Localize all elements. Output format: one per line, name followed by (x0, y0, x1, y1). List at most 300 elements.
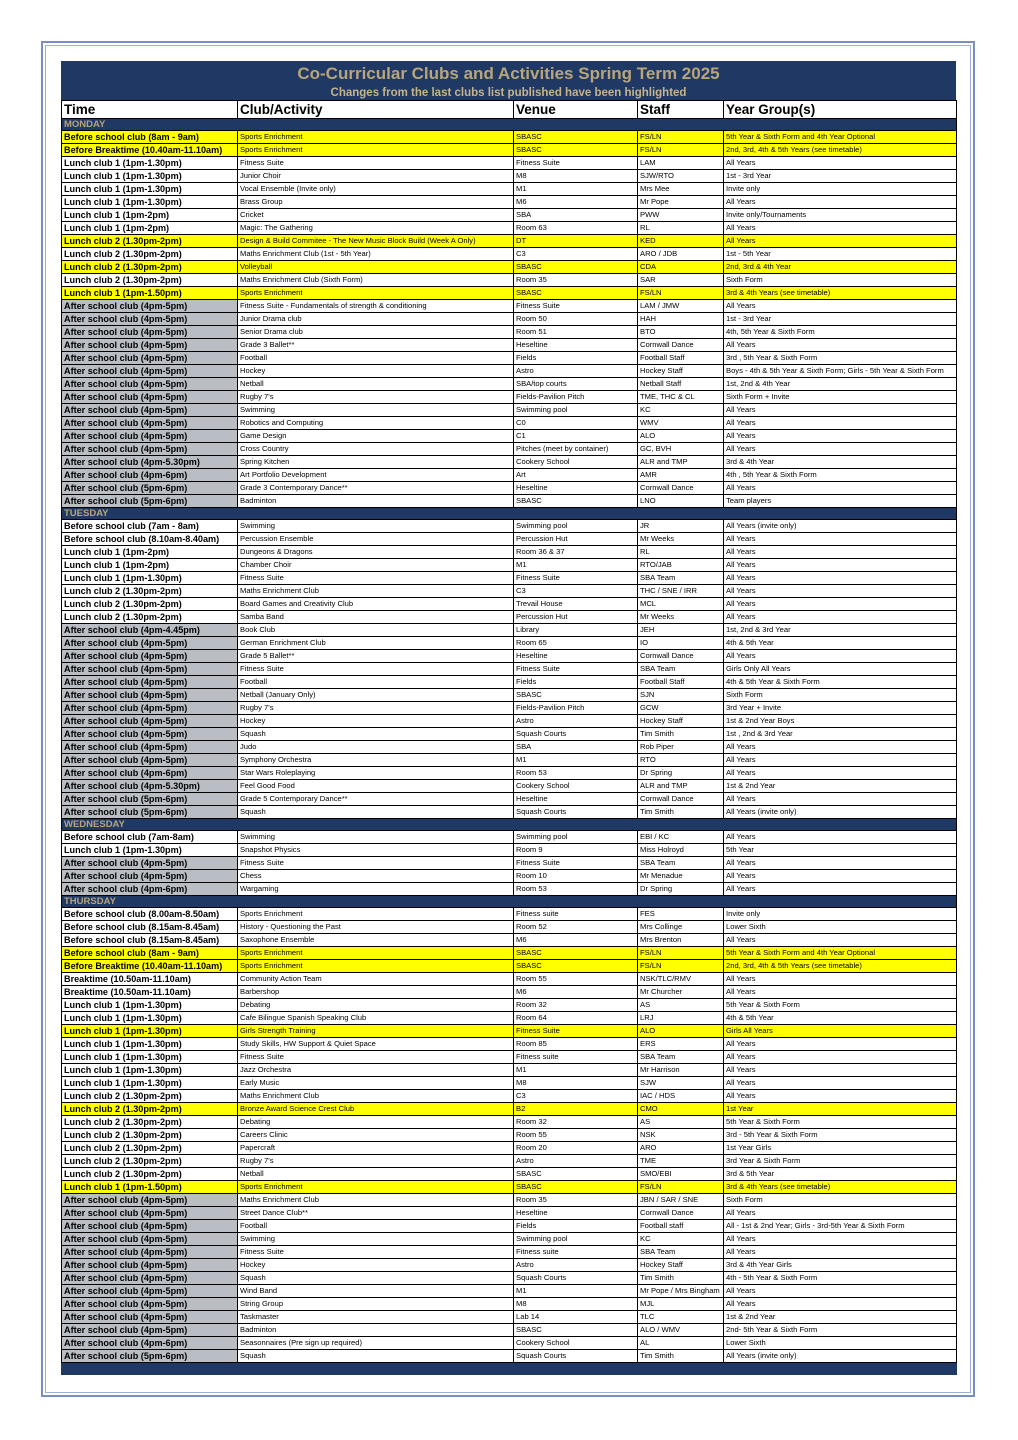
cell-club: Debating (238, 1116, 514, 1129)
cell-time: After school club (4pm-5pm) (62, 339, 238, 352)
cell-years: 1st & 2nd Year (724, 780, 957, 793)
cell-years: All Years (724, 1233, 957, 1246)
cell-club: Robotics and Computing (238, 417, 514, 430)
table-row (62, 287, 957, 300)
cell-staff: ALO (638, 1025, 724, 1038)
cell-club: Fitness Suite (238, 663, 514, 676)
cell-venue: SBASC (514, 144, 638, 157)
cell-staff: HAH (638, 313, 724, 326)
table-row (62, 572, 957, 585)
cell-years: All Years (724, 598, 957, 611)
cell-time: After school club (4pm-5pm) (62, 1220, 238, 1233)
cell-venue: Fitness suite (514, 1051, 638, 1064)
cell-years: 4th & 5th Year (724, 637, 957, 650)
cell-years: All Years (724, 870, 957, 883)
cell-venue: Swimming pool (514, 831, 638, 844)
cell-staff: SBA Team (638, 857, 724, 870)
cell-venue: Heseltine (514, 1207, 638, 1220)
cell-time: After school club (4pm-5pm) (62, 754, 238, 767)
cell-years: Team players (724, 495, 957, 508)
cell-venue: Room 85 (514, 1038, 638, 1051)
cell-venue: M6 (514, 934, 638, 947)
cell-staff: Mr Weeks (638, 533, 724, 546)
cell-club: Maths Enrichment Club (1st - 5th Year) (238, 248, 514, 261)
cell-years: Lower Sixth (724, 1337, 957, 1350)
cell-venue: Astro (514, 1259, 638, 1272)
cell-club: Maths Enrichment Club (238, 1194, 514, 1207)
cell-club: Book Club (238, 624, 514, 637)
table-row (62, 986, 957, 999)
table-row (62, 844, 957, 857)
table-row (62, 637, 957, 650)
cell-club: German Enrichment Club (238, 637, 514, 650)
cell-time: Breaktime (10.50am-11.10am) (62, 986, 238, 999)
cell-time: After school club (4pm-5pm) (62, 365, 238, 378)
cell-club: Dungeons & Dragons (238, 546, 514, 559)
cell-staff: AL (638, 1337, 724, 1350)
cell-venue: SBASC (514, 1168, 638, 1181)
cell-time: After school club (4pm-5pm) (62, 663, 238, 676)
table-row (62, 1064, 957, 1077)
cell-club: Sports Enrichment (238, 144, 514, 157)
cell-time: After school club (4pm-5pm) (62, 676, 238, 689)
header-time: Time (62, 101, 238, 119)
cell-venue: Room 64 (514, 1012, 638, 1025)
cell-years: 4th , 5th Year & Sixth Form (724, 469, 957, 482)
cell-time: Lunch club 2 (1.30pm-2pm) (62, 274, 238, 287)
cell-time: After school club (4pm-5pm) (62, 637, 238, 650)
table-row (62, 183, 957, 196)
table-row (62, 1129, 957, 1142)
cell-venue: Room 50 (514, 313, 638, 326)
table-row (62, 1259, 957, 1272)
cell-staff: ARO / JDB (638, 248, 724, 261)
table-row (62, 1285, 957, 1298)
cell-time: Before school club (8am - 9am) (62, 131, 238, 144)
cell-time: After school club (4pm-5pm) (62, 1285, 238, 1298)
cell-venue: Heseltine (514, 482, 638, 495)
cell-club: Badminton (238, 495, 514, 508)
cell-venue: SBASC (514, 947, 638, 960)
table-row (62, 611, 957, 624)
cell-venue: Room 35 (514, 274, 638, 287)
cell-venue: Cookery School (514, 456, 638, 469)
cell-club: Seasonnaires (Pre sign up required) (238, 1337, 514, 1350)
cell-time: Lunch club 1 (1pm-2pm) (62, 546, 238, 559)
cell-venue: Fitness Suite (514, 857, 638, 870)
cell-venue: Room 52 (514, 921, 638, 934)
cell-staff: FS/LN (638, 947, 724, 960)
cell-time: Lunch club 1 (1pm-1.30pm) (62, 844, 238, 857)
cell-staff: MJL (638, 1298, 724, 1311)
cell-years: 1st & 2nd Year (724, 1311, 957, 1324)
cell-club: Sports Enrichment (238, 287, 514, 300)
cell-club: Cross Country (238, 443, 514, 456)
cell-staff: LAM / JMW (638, 300, 724, 313)
cell-staff: Cornwall Dance (638, 793, 724, 806)
table-row (62, 274, 957, 287)
table-row (62, 715, 957, 728)
cell-club: Maths Enrichment Club (Sixth Form) (238, 274, 514, 287)
cell-time: Lunch club 1 (1pm-1.30pm) (62, 196, 238, 209)
cell-venue: Room 55 (514, 1129, 638, 1142)
cell-club: Football (238, 352, 514, 365)
cell-time: Lunch club 1 (1pm-2pm) (62, 222, 238, 235)
cell-years: 3rd & 4th Years (see timetable) (724, 287, 957, 300)
cell-staff: Hockey Staff (638, 1259, 724, 1272)
cell-years: All Years (724, 300, 957, 313)
cell-years: All Years (724, 235, 957, 248)
cell-years: All Years (724, 973, 957, 986)
cell-time: After school club (4pm-5pm) (62, 1272, 238, 1285)
header-staff: Staff (638, 101, 724, 119)
cell-time: Lunch club 1 (1pm-1.30pm) (62, 1012, 238, 1025)
table-row (62, 921, 957, 934)
cell-club: Hockey (238, 715, 514, 728)
cell-club: Street Dance Club** (238, 1207, 514, 1220)
table-row (62, 196, 957, 209)
cell-staff: KC (638, 404, 724, 417)
cell-years: All Years (724, 1038, 957, 1051)
cell-venue: Room 10 (514, 870, 638, 883)
cell-years: Sixth Form (724, 689, 957, 702)
cell-staff: SBA Team (638, 663, 724, 676)
cell-staff: Mr Churcher (638, 986, 724, 999)
table-row (62, 1051, 957, 1064)
cell-venue: C3 (514, 585, 638, 598)
cell-years: All Years (724, 430, 957, 443)
cell-time: After school club (5pm-6pm) (62, 495, 238, 508)
table-row (62, 469, 957, 482)
table-row (62, 624, 957, 637)
cell-venue: Percussion Hut (514, 533, 638, 546)
cell-club: Grade 3 Ballet** (238, 339, 514, 352)
cell-years: 1st , 2nd & 3rd Year (724, 728, 957, 741)
table-row (62, 261, 957, 274)
cell-years: All Years (724, 585, 957, 598)
cell-time: After school club (4pm-5pm) (62, 313, 238, 326)
cell-club: Hockey (238, 365, 514, 378)
cell-venue: Swimming pool (514, 1233, 638, 1246)
cell-years: Sixth Form (724, 274, 957, 287)
cell-club: Fitness Suite (238, 1051, 514, 1064)
cell-venue: Fitness Suite (514, 572, 638, 585)
cell-staff: ALR and TMP (638, 456, 724, 469)
table-row (62, 1038, 957, 1051)
cell-venue: Squash Courts (514, 806, 638, 819)
cell-venue: Fitness Suite (514, 157, 638, 170)
cell-time: After school club (5pm-6pm) (62, 482, 238, 495)
cell-time: Lunch club 2 (1.30pm-2pm) (62, 585, 238, 598)
cell-club: Netball (238, 1168, 514, 1181)
cell-time: After school club (4pm-5pm) (62, 300, 238, 313)
table-row (62, 546, 957, 559)
cell-staff: FS/LN (638, 960, 724, 973)
cell-years: All - 1st & 2nd Year; Girls - 3rd-5th Year & Sixth Form (724, 1220, 957, 1233)
cell-time: Lunch club 1 (1pm-1.30pm) (62, 1064, 238, 1077)
cell-years: 2nd- 5th Year & Sixth Form (724, 1324, 957, 1337)
table-row (62, 352, 957, 365)
cell-time: Lunch club 1 (1pm-1.30pm) (62, 1077, 238, 1090)
cell-years: 3rd Year + Invite (724, 702, 957, 715)
cell-time: Before school club (7am - 8am) (62, 520, 238, 533)
cell-years: All Years (724, 1246, 957, 1259)
cell-years: All Years (724, 934, 957, 947)
cell-years: 1st Year (724, 1103, 957, 1116)
cell-time: Lunch club 1 (1pm-2pm) (62, 559, 238, 572)
table-row (62, 883, 957, 896)
cell-staff: EBI / KC (638, 831, 724, 844)
cell-venue: Room 53 (514, 767, 638, 780)
cell-staff: GCW (638, 702, 724, 715)
cell-venue: Room 32 (514, 1116, 638, 1129)
cell-club: Hockey (238, 1259, 514, 1272)
cell-time: Before school club (7am-8am) (62, 831, 238, 844)
cell-club: Community Action Team (238, 973, 514, 986)
cell-staff: NSK (638, 1129, 724, 1142)
cell-club: Swimming (238, 831, 514, 844)
header-venue: Venue (514, 101, 638, 119)
cell-time: Lunch club 1 (1pm-1.30pm) (62, 999, 238, 1012)
cell-staff: JEH (638, 624, 724, 637)
cell-venue: Room 36 & 37 (514, 546, 638, 559)
cell-years: All Years (724, 196, 957, 209)
cell-years: All Years (724, 443, 957, 456)
cell-club: Fitness Suite (238, 857, 514, 870)
table-row (62, 793, 957, 806)
cell-venue: Swimming pool (514, 520, 638, 533)
cell-venue: C0 (514, 417, 638, 430)
cell-staff: FS/LN (638, 1181, 724, 1194)
cell-club: Fitness Suite (238, 572, 514, 585)
cell-staff: CMO (638, 1103, 724, 1116)
cell-club: Swimming (238, 1233, 514, 1246)
cell-years: All Years (724, 1298, 957, 1311)
cell-years: All Years (724, 482, 957, 495)
cell-years: All Years (724, 650, 957, 663)
table-row (62, 741, 957, 754)
cell-venue: Room 32 (514, 999, 638, 1012)
cell-years: Girls All Years (724, 1025, 957, 1038)
cell-staff: ERS (638, 1038, 724, 1051)
cell-staff: ALR and TMP (638, 780, 724, 793)
cell-venue: Squash Courts (514, 1350, 638, 1363)
cell-years: 5th Year & Sixth Form and 4th Year Optional (724, 947, 957, 960)
cell-time: After school club (4pm-5pm) (62, 417, 238, 430)
cell-club: Brass Group (238, 196, 514, 209)
table-row (62, 222, 957, 235)
cell-staff: PWW (638, 209, 724, 222)
cell-club: History - Questioning the Past (238, 921, 514, 934)
cell-staff: Cornwall Dance (638, 482, 724, 495)
cell-years: Boys - 4th & 5th Year & Sixth Form; Girls - 5th Year & Sixth Form (724, 365, 957, 378)
table-row (62, 533, 957, 546)
table-row (62, 1298, 957, 1311)
cell-club: Judo (238, 741, 514, 754)
cell-club: Rugby 7's (238, 1155, 514, 1168)
day-label: TUESDAY (62, 508, 957, 520)
cell-club: Squash (238, 806, 514, 819)
cell-time: Lunch club 2 (1.30pm-2pm) (62, 235, 238, 248)
cell-time: Before school club (8.10am-8.40am) (62, 533, 238, 546)
cell-venue: SBASC (514, 1181, 638, 1194)
cell-years: 2nd, 3rd, 4th & 5th Years (see timetable) (724, 144, 957, 157)
cell-venue: SBASC (514, 1324, 638, 1337)
cell-years: 3rd & 4th Year Girls (724, 1259, 957, 1272)
cell-club: Senior Drama club (238, 326, 514, 339)
cell-venue: Room 9 (514, 844, 638, 857)
table-row (62, 131, 957, 144)
cell-staff: Mr Pope / Mrs Bingham (638, 1285, 724, 1298)
cell-years: All Years (724, 404, 957, 417)
cell-venue: SBASC (514, 495, 638, 508)
cell-venue: Fitness Suite (514, 1025, 638, 1038)
table-row (62, 482, 957, 495)
cell-staff: Dr Spring (638, 883, 724, 896)
cell-years: All Years (724, 222, 957, 235)
cell-club: Design & Build Commitee - The New Music Block Build (Week A Only) (238, 235, 514, 248)
table-row (62, 430, 957, 443)
cell-venue: Room 65 (514, 637, 638, 650)
cell-years: All Years (724, 1051, 957, 1064)
day-header-row (62, 119, 957, 131)
table-row (62, 754, 957, 767)
cell-staff: RTO (638, 754, 724, 767)
cell-time: After school club (4pm-5pm) (62, 1298, 238, 1311)
cell-venue: SBASC (514, 287, 638, 300)
table-row (62, 585, 957, 598)
header-club: Club/Activity (238, 101, 514, 119)
table-row (62, 1103, 957, 1116)
cell-years: All Years (724, 1090, 957, 1103)
cell-club: Rugby 7's (238, 702, 514, 715)
cell-club: Netball (January Only) (238, 689, 514, 702)
cell-staff: Rob Piper (638, 741, 724, 754)
cell-time: Before Breaktime (10.40am-11.10am) (62, 144, 238, 157)
cell-venue: M6 (514, 196, 638, 209)
cell-years: All Years (724, 793, 957, 806)
cell-club: Barbershop (238, 986, 514, 999)
table-row (62, 663, 957, 676)
cell-club: Papercraft (238, 1142, 514, 1155)
cell-years: Sixth Form (724, 1194, 957, 1207)
table-row (62, 999, 957, 1012)
table-row (62, 404, 957, 417)
cell-club: Maths Enrichment Club (238, 585, 514, 598)
cell-venue: Cookery School (514, 780, 638, 793)
table-row (62, 1272, 957, 1285)
table-row (62, 780, 957, 793)
cell-staff: SJW/RTO (638, 170, 724, 183)
cell-time: Lunch club 1 (1pm-1.30pm) (62, 183, 238, 196)
cell-years: 2nd, 3rd & 4th Year (724, 261, 957, 274)
cell-time: Lunch club 1 (1pm-1.30pm) (62, 1051, 238, 1064)
table-row (62, 1181, 957, 1194)
cell-staff: SAR (638, 274, 724, 287)
cell-years: 3rd Year & Sixth Form (724, 1155, 957, 1168)
cell-venue: Library (514, 624, 638, 637)
table-row (62, 767, 957, 780)
cell-staff: IO (638, 637, 724, 650)
cell-staff: AS (638, 999, 724, 1012)
document-subtitle: Changes from the last clubs list published have been highlighted (61, 86, 956, 100)
cell-staff: KED (638, 235, 724, 248)
table-header-row (62, 101, 957, 119)
cell-venue: Swimming pool (514, 404, 638, 417)
cell-venue: Pitches (meet by container) (514, 443, 638, 456)
table-row (62, 1246, 957, 1259)
cell-time: After school club (4pm-5pm) (62, 443, 238, 456)
cell-staff: Dr Spring (638, 767, 724, 780)
cell-venue: Percussion Hut (514, 611, 638, 624)
cell-staff: SJW (638, 1077, 724, 1090)
cell-staff: Mr Menadue (638, 870, 724, 883)
cell-club: Early Music (238, 1077, 514, 1090)
cell-time: After school club (4pm-5pm) (62, 391, 238, 404)
cell-club: Board Games and Creativity Club (238, 598, 514, 611)
cell-staff: Mr Pope (638, 196, 724, 209)
cell-time: Before Breaktime (10.40am-11.10am) (62, 960, 238, 973)
cell-time: Lunch club 2 (1.30pm-2pm) (62, 261, 238, 274)
cell-time: After school club (4pm-5pm) (62, 1194, 238, 1207)
cell-club: String Group (238, 1298, 514, 1311)
cell-club: Rugby 7's (238, 391, 514, 404)
cell-years: 5th Year & Sixth Form (724, 999, 957, 1012)
cell-years: All Years (724, 572, 957, 585)
cell-time: Lunch club 2 (1.30pm-2pm) (62, 598, 238, 611)
cell-club: Chess (238, 870, 514, 883)
table-row (62, 857, 957, 870)
cell-years: 3rd & 5th Year (724, 1168, 957, 1181)
cell-venue: Astro (514, 365, 638, 378)
cell-club: Jazz Orchestra (238, 1064, 514, 1077)
cell-venue: M8 (514, 170, 638, 183)
cell-time: Lunch club 1 (1pm-1.30pm) (62, 157, 238, 170)
cell-years: 3rd - 5th Year & Sixth Form (724, 1129, 957, 1142)
cell-time: Lunch club 1 (1pm-1.30pm) (62, 1025, 238, 1038)
cell-time: After school club (4pm-5.30pm) (62, 456, 238, 469)
cell-time: After school club (4pm-5.30pm) (62, 780, 238, 793)
cell-venue: Fields-Pavilion Pitch (514, 391, 638, 404)
table-row (62, 1012, 957, 1025)
table-row (62, 339, 957, 352)
cell-years: All Years (724, 533, 957, 546)
table-row (62, 728, 957, 741)
cell-club: Netball (238, 378, 514, 391)
cell-staff: Tim Smith (638, 728, 724, 741)
cell-venue: M1 (514, 754, 638, 767)
cell-staff: LRJ (638, 1012, 724, 1025)
cell-venue: C3 (514, 1090, 638, 1103)
cell-staff: CDA (638, 261, 724, 274)
cell-club: Sports Enrichment (238, 947, 514, 960)
cell-time: Lunch club 1 (1pm-1.50pm) (62, 287, 238, 300)
cell-venue: M1 (514, 1064, 638, 1077)
cell-time: After school club (4pm-6pm) (62, 767, 238, 780)
cell-time: Lunch club 2 (1.30pm-2pm) (62, 611, 238, 624)
table-row (62, 934, 957, 947)
cell-years: All Years (invite only) (724, 1350, 957, 1363)
cell-venue: Fitness suite (514, 908, 638, 921)
table-row (62, 1337, 957, 1350)
cell-years: 3rd & 4th Years (see timetable) (724, 1181, 957, 1194)
cell-venue: Trevail House (514, 598, 638, 611)
cell-staff: FS/LN (638, 131, 724, 144)
cell-venue: Fitness Suite (514, 300, 638, 313)
cell-staff: LAM (638, 157, 724, 170)
cell-venue: M1 (514, 183, 638, 196)
cell-time: Lunch club 1 (1pm-1.30pm) (62, 572, 238, 585)
